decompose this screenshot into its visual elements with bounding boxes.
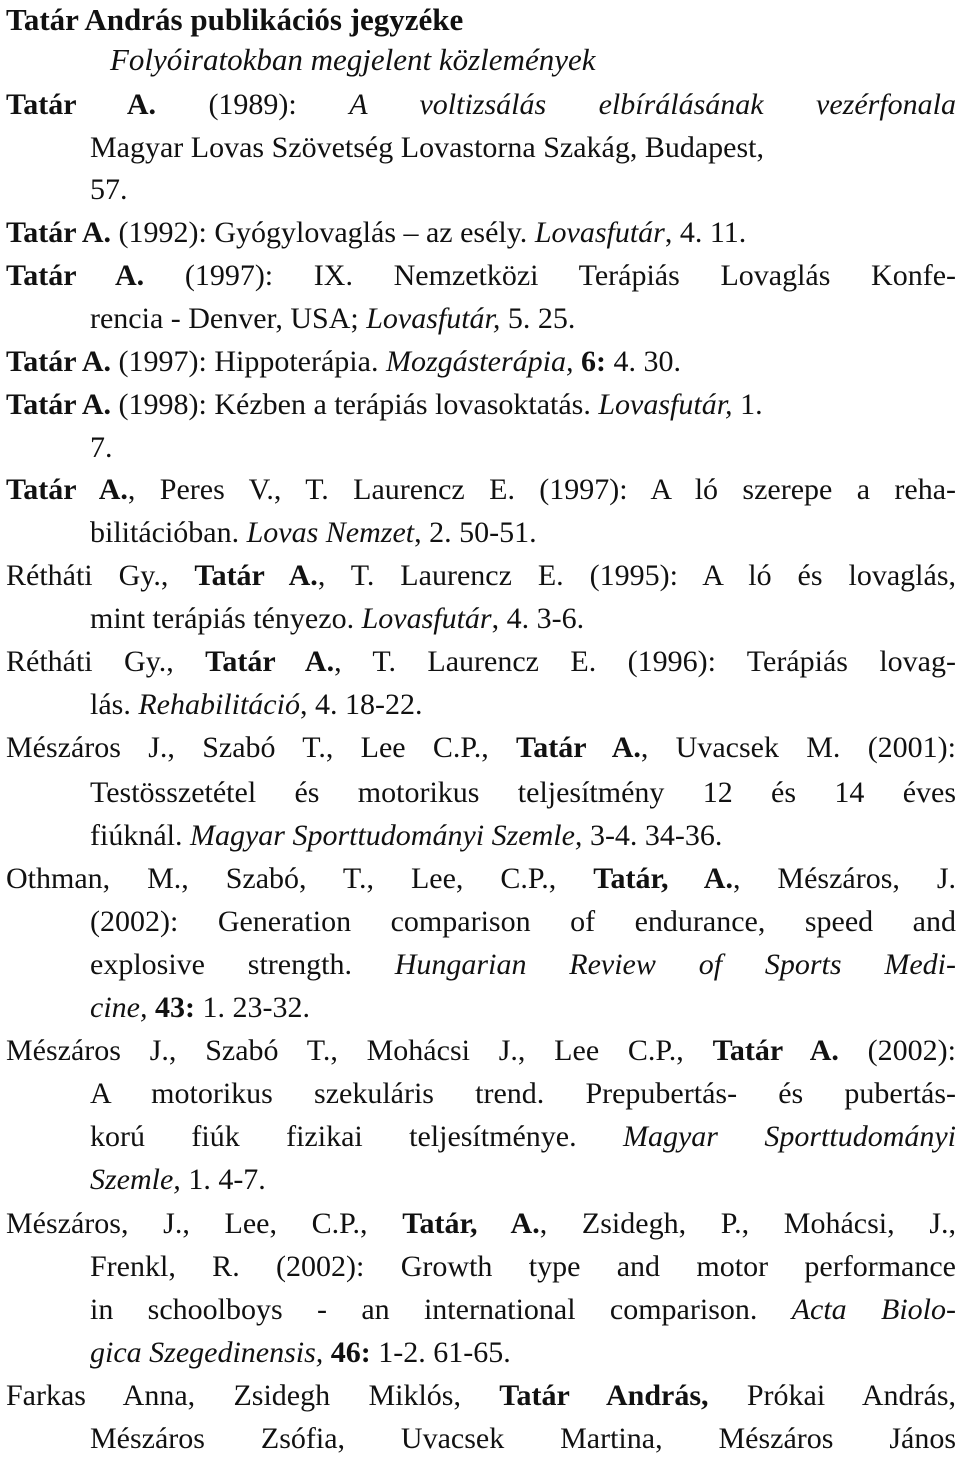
entry-line: (2002): Generation comparison of endurance, speed and	[90, 905, 956, 938]
entry-line: Rétháti Gy., Tatár A., T. Laurencz E. (1995): A ló és lovaglás,	[6, 559, 956, 592]
entry-line: 57.	[90, 173, 128, 206]
entry-line: Frenkl, R. (2002): Growth type and motor performance	[90, 1250, 956, 1283]
entry-line: Tatár A., Peres V., T. Laurencz E. (1997): A ló szerepe a reha-	[6, 473, 956, 506]
entry-line: Mészáros, J., Lee, C.P., Tatár, A., Zsidegh, P., Mohácsi, J.,	[6, 1207, 956, 1240]
entry-line: 7.	[90, 431, 113, 464]
entry-line: Mészáros J., Szabó T., Mohácsi J., Lee C.P., Tatár A. (2002):	[6, 1034, 956, 1067]
entry-line: Tatár A. (1997): IX. Nemzetközi Terápiás Lovaglás Konfe-	[6, 259, 957, 292]
entry-line: gica Szegedinensis, 46: 1-2. 61-65.	[90, 1336, 511, 1369]
entry-line: A motorikus szekuláris trend. Prepubertás- és pubertás-	[90, 1077, 956, 1110]
entry-line: Tatár A. (1998): Kézben a terápiás lovasoktatás. Lovasfutár, 1.	[6, 388, 763, 421]
entry-line: Magyar Lovas Szövetség Lovastorna Szakág, Budapest,	[90, 131, 764, 164]
section-heading: Folyóiratokban megjelent közlemények	[110, 42, 596, 77]
entry-line: cine, 43: 1. 23-32.	[90, 991, 310, 1024]
entry-line: Farkas Anna, Zsidegh Miklós, Tatár András, Prókai András,	[6, 1379, 956, 1412]
entry-line: Testösszetétel és motorikus teljesítmény 12 és 14 éves	[90, 776, 956, 809]
entry-line: in schoolboys - an international comparison. Acta Biolo-	[90, 1293, 956, 1326]
entry-line: rencia - Denver, USA; Lovasfutár, 5. 25.	[90, 302, 576, 335]
entry-line: korú fiúk fizikai teljesítménye. Magyar Sporttudományi	[90, 1120, 957, 1153]
document-title: Tatár András publikációs jegyzéke	[6, 2, 464, 37]
entry-line: Mészáros J., Szabó T., Lee C.P., Tatár A., Uvacsek M. (2001):	[6, 731, 957, 764]
entry-line: explosive strength. Hungarian Review of Sports Medi-	[90, 948, 956, 981]
entry-line: Rétháti Gy., Tatár A., T. Laurencz E. (1996): Terápiás lovag-	[6, 645, 956, 678]
entry-line: Szemle, 1. 4-7.	[90, 1163, 266, 1196]
entry-line: Othman, M., Szabó, T., Lee, C.P., Tatár, A., Mészáros, J.	[6, 862, 956, 895]
entry-line: bilitációban. Lovas Nemzet, 2. 50-51.	[90, 516, 537, 549]
entry-line: Tatár A. (1997): Hippoterápia. Mozgásterápia, 6: 4. 30.	[6, 345, 681, 378]
entry-line: Tatár A. (1989): A voltizsálás elbírálásának vezérfonala	[6, 88, 956, 121]
entry-line: mint terápiás tényezo. Lovasfutár, 4. 3-6.	[90, 602, 585, 635]
entry-line: Tatár A. (1992): Gyógylovaglás – az esély. Lovasfutár, 4. 11.	[6, 216, 747, 249]
entry-line: lás. Rehabilitáció, 4. 18-22.	[90, 688, 423, 721]
entry-line: fiúknál. Magyar Sporttudományi Szemle, 3-4. 34-36.	[90, 819, 723, 852]
entry-line: Mészáros Zsófia, Uvacsek Martina, Mészáros János	[90, 1422, 956, 1455]
